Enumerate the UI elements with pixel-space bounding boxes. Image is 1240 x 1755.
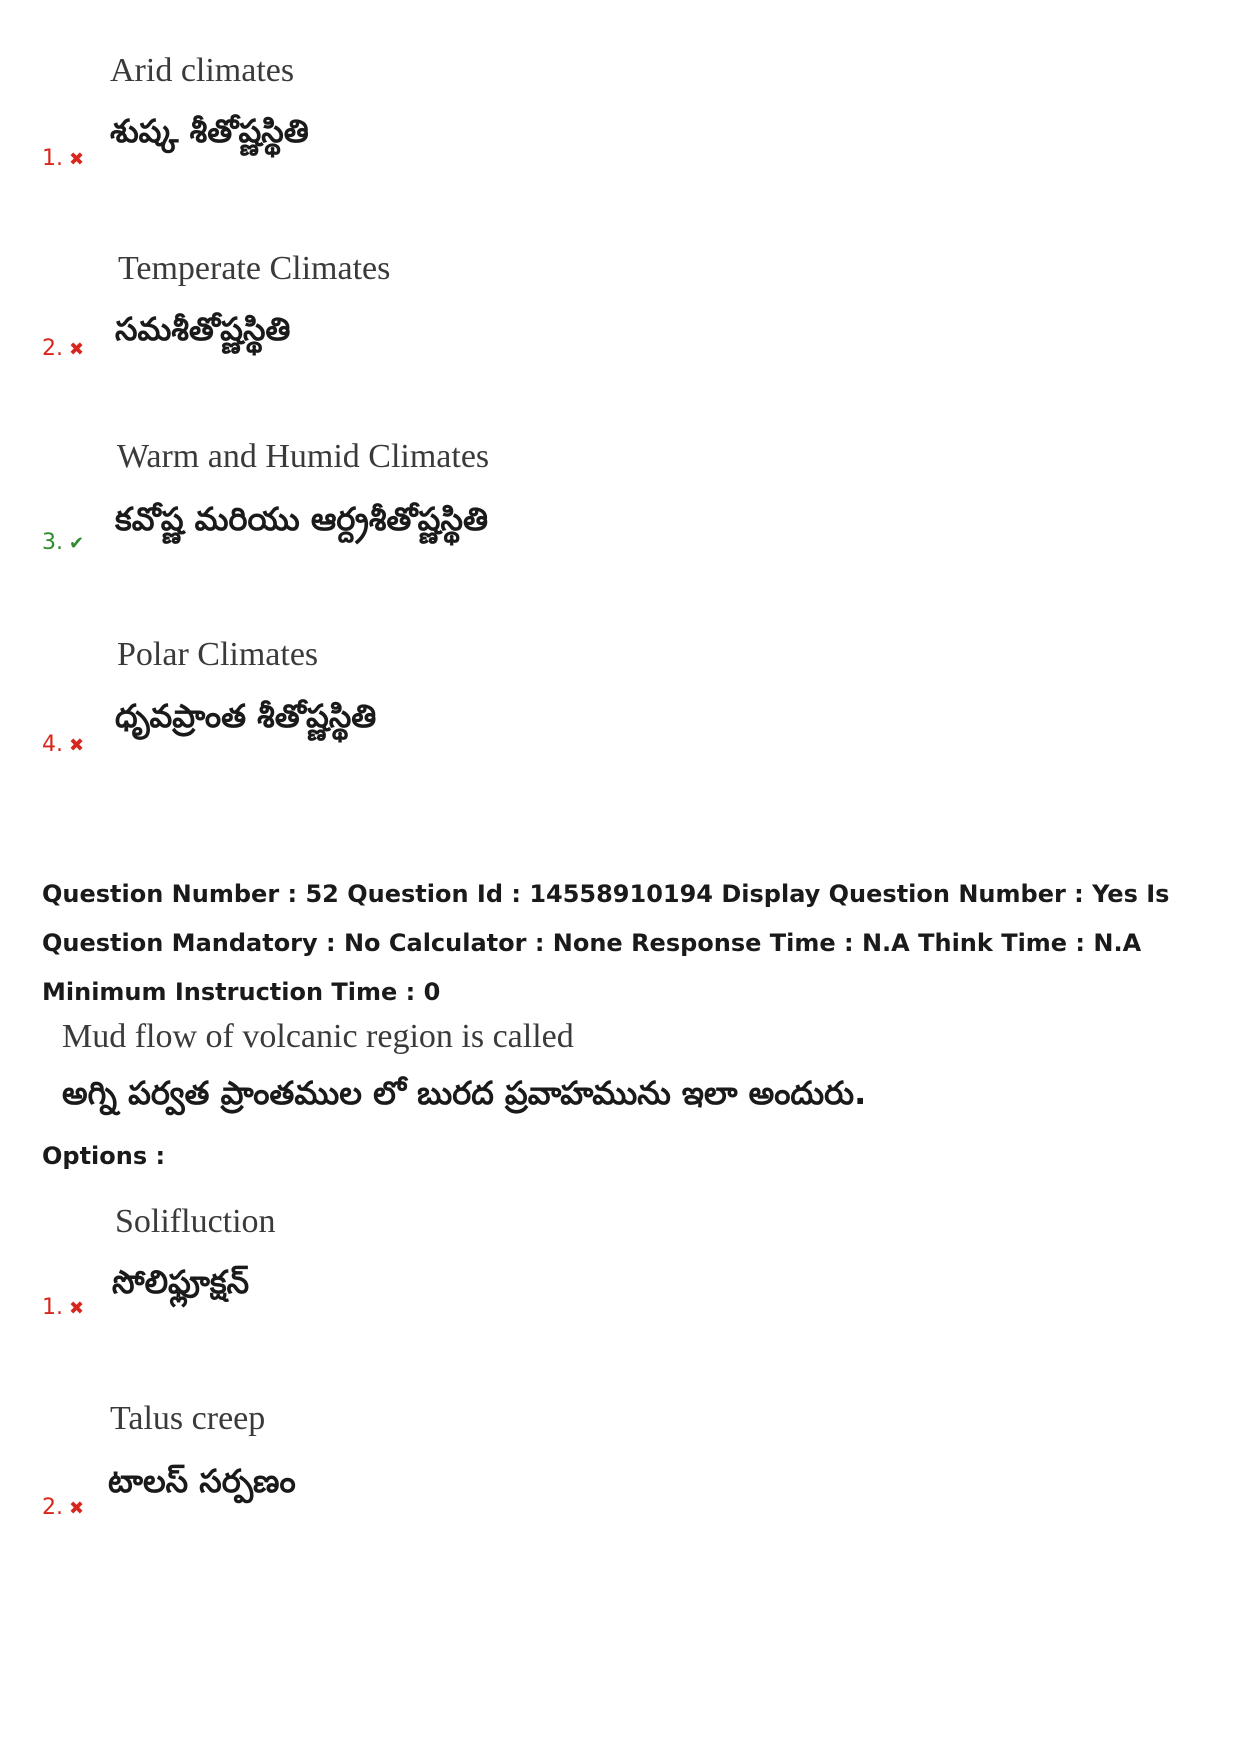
option-number-label: 2. bbox=[42, 1495, 63, 1520]
cross-icon: ✖ bbox=[69, 735, 85, 756]
question-meta: Question Number : 52 Question Id : 14558910194 Display Question Number : Yes Is Question Mandatory : No Calculator : None Response Time : N.A Think Time : N.A Minimum Instruction Time : 0 bbox=[42, 880, 1170, 1006]
option-english-text: Arid climates bbox=[110, 52, 295, 89]
option-telugu-text: కవోష్ణ మరియు ఆర్ద్రశీతోష్ణస్థితి bbox=[115, 500, 488, 538]
option-number bbox=[42, 530, 84, 555]
option-number bbox=[42, 1295, 84, 1320]
option-english-text: Polar Climates bbox=[117, 636, 319, 673]
cross-icon: ✖ bbox=[69, 149, 85, 170]
option-english-text: Talus creep bbox=[110, 1400, 266, 1437]
option-telugu-text: ధృవప్రాంత శీతోష్ణస్థితి bbox=[115, 697, 377, 735]
option-telugu-text: టాలస్ సర్పణం bbox=[108, 1462, 296, 1500]
option-telugu-text: సమశీతోష్ణస్థితి bbox=[115, 310, 291, 348]
options-label: Options : bbox=[42, 1142, 166, 1170]
option-number-label: 1. bbox=[42, 146, 63, 171]
option-english-text: Warm and Humid Climates bbox=[117, 438, 490, 475]
cross-icon: ✖ bbox=[69, 1498, 85, 1519]
question-telugu-text: అగ్ని పర్వత ప్రాంతముల లో బురద ప్రవాహమును ఇలా అందురు. bbox=[62, 1074, 867, 1112]
option-english-text: Solifluction bbox=[115, 1203, 276, 1240]
option-number-label: 4. bbox=[42, 732, 63, 757]
check-icon: ✔ bbox=[69, 533, 85, 554]
question-english-text: Mud flow of volcanic region is called bbox=[62, 1018, 574, 1055]
option-number-label: 2. bbox=[42, 336, 63, 361]
option-number bbox=[42, 146, 84, 171]
cross-icon: ✖ bbox=[69, 339, 85, 360]
option-number bbox=[42, 336, 84, 361]
option-number bbox=[42, 1495, 84, 1520]
option-number-label: 3. bbox=[42, 530, 63, 555]
option-english-text: Temperate Climates bbox=[118, 250, 391, 287]
option-number bbox=[42, 732, 84, 757]
cross-icon: ✖ bbox=[69, 1298, 85, 1319]
option-number-label: 1. bbox=[42, 1295, 63, 1320]
option-telugu-text: సోలిఫ్లూక్షన్ bbox=[112, 1263, 250, 1301]
option-telugu-text: శుష్క శీతోష్ణస్థితి bbox=[110, 112, 309, 150]
